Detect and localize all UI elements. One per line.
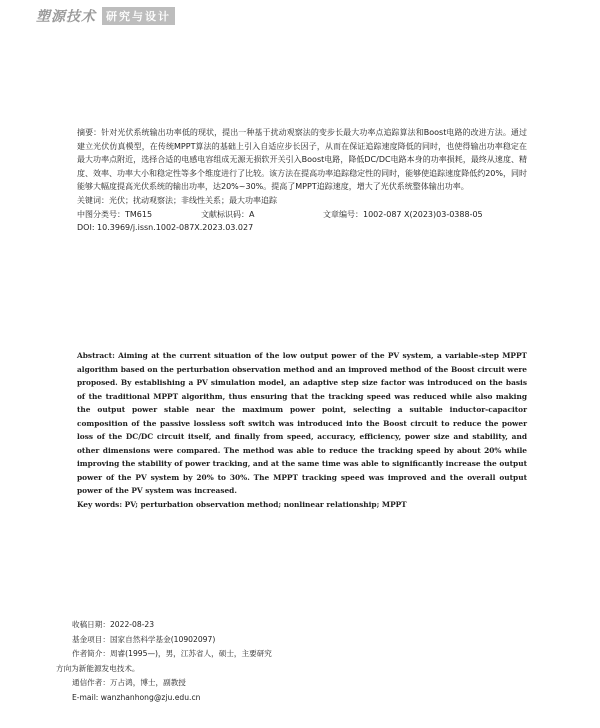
received-date: 收稿日期：2022-08-23 xyxy=(72,620,155,629)
section-tag: 研究与设计 xyxy=(102,7,175,25)
abstract-en: Abstract: Aiming at the current situation of the low output power of the PV system, a variable-step MPPT algorithm based on the perturbation observation method and an improved method of the Boost circuit were proposed. By establishing a PV simulation model, an adaptive step size factor was introduced on the basis of the traditional MPPT algorithm, thus ensuring that the tracking speed was reduced while also making the output power stable near the maximum power point, selecting a suitable inductor-capacitor composition of the passive lossless soft switch was introduced into the Boost circuit to reduce the power loss of the DC/DC circuit itself, and finally from speed, accuracy, efficiency, power size and stability, and other dimensions were compared. The method was able to reduce the tracking speed by about 20% while improving the stability of power tracking, and at the same time was able to significantly increase the output power of the PV system by 20% to 30%. The MPPT tracking speed was improved and the overall output power of the PV system was increased. xyxy=(77,351,527,495)
keywords-cn: 关键词：光伏；扰动观察法；非线性关系；最大功率追踪 xyxy=(77,195,277,205)
english-abstract-block xyxy=(77,349,527,511)
document-code: 文献标识码：A xyxy=(201,209,255,219)
classification-row xyxy=(77,208,527,222)
email: E-mail: wanzhanhong@zju.edu.cn xyxy=(72,692,201,702)
author-bio-cont: 方向为新能源发电技术。 xyxy=(56,663,140,673)
author-bio: 作者简介：周睿(1995—)，男，江苏省人，硕士，主要研究 xyxy=(72,649,272,659)
corresponding-author: 通信作者：万占鸿，博士，副教授 xyxy=(72,678,186,688)
article-number: 文章编号：1002-087 X(2023)03-0388-05 xyxy=(323,209,483,219)
abstract-cn: 摘要：针对光伏系统输出功率低的现状，提出一种基于扰动观察法的变步长最大功率点追踪算法和Boost电路的改进方法。通过建立光伏仿真模型，在传统MPPT算法的基础上引入自适应步长因子，从而在保证追踪速度降低的同时，也使得输出功率稳定在最大功率点附近，选择合适的电感电容组成无源无损软开关引入Boost电路，降低DC/DC电路本身的功率损耗，最终从速度、精度、效率、功率大小和稳定性等多个维度进行了比较。该方法在提高功率追踪稳定性的同时，能够使追踪速度降低约20%，同时能够大幅度提高光伏系统的输出功率，达20%~30%。提高了MPPT追踪速度，增大了光伏系统整体输出功率。 xyxy=(77,128,527,192)
fund-info: 基金项目：国家自然科学基金(10902097) xyxy=(72,634,216,644)
doi: DOI: 10.3969/j.issn.1002-087X.2023.03.027 xyxy=(77,223,254,233)
running-header xyxy=(36,6,175,26)
chinese-abstract-block xyxy=(77,126,527,235)
clc-number: 中图分类号：TM615 xyxy=(77,209,153,219)
footnote-block xyxy=(56,618,536,706)
keywords-en: Key words: PV; perturbation observation method; nonlinear relationship; MPPT xyxy=(77,499,407,509)
journal-name: 塑源技术 xyxy=(36,9,96,25)
